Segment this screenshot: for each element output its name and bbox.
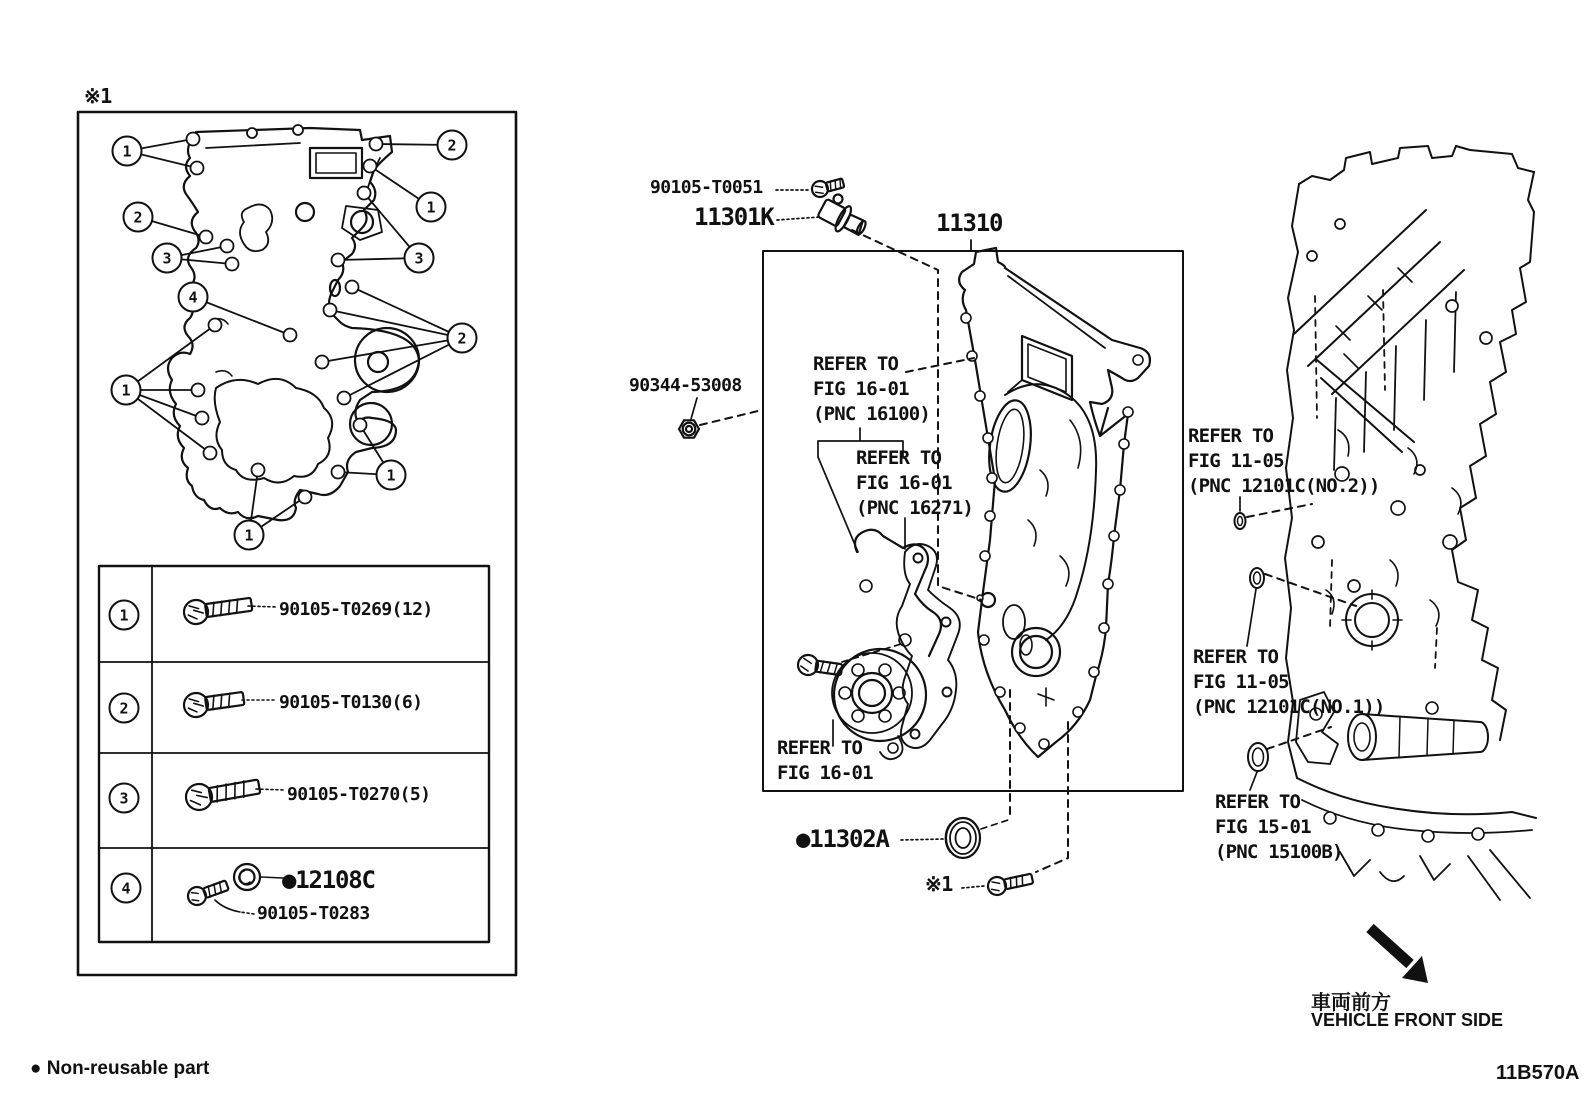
bolt-icon-row3 xyxy=(184,774,261,812)
part-number-t0269: 90105-T0269(12) xyxy=(279,599,433,620)
ref-water-pump-gasket: REFER TO FIG 16-01 (PNC 16271) xyxy=(856,447,974,519)
part-number-t0270: 90105-T0270(5) xyxy=(287,784,431,805)
footnote-marker-bolt: ※1 xyxy=(925,872,953,896)
footer-legend: ● Non-reusable part xyxy=(30,1058,210,1079)
part-number-t0283: 90105-T0283 xyxy=(257,903,370,924)
center-art xyxy=(679,175,1183,897)
callout-11: 1 xyxy=(234,520,265,551)
seal-washer-icon xyxy=(234,864,260,890)
cover-box xyxy=(763,251,1183,791)
callout-7: 4 xyxy=(178,282,209,313)
ref-oring-no2: REFER TO FIG 11-05 (PNC 12101C(NO.2)) xyxy=(1188,425,1380,497)
table-num-2: 2 xyxy=(109,693,140,724)
center-leaders xyxy=(691,190,1068,888)
part-number-11310: 11310 xyxy=(936,209,1003,237)
non-reusable-dot: ● xyxy=(796,825,810,853)
part-number-90344: 90344-53008 xyxy=(629,375,742,396)
part-number-12108c: ●12108C xyxy=(282,866,375,894)
nut-icon xyxy=(679,420,699,437)
callout-10: 1 xyxy=(376,460,407,491)
callout-8: 2 xyxy=(447,323,478,354)
table-num-1: 1 xyxy=(109,600,140,631)
bolt-icon-row4 xyxy=(185,877,230,908)
vehicle-front-jp: 車両前方 xyxy=(1311,990,1391,1014)
oring-oil-pump-icon xyxy=(1248,743,1268,771)
part-number-t0051: 90105-T0051 xyxy=(650,177,763,198)
oring-no1-icon xyxy=(1250,568,1264,588)
table-num-3: 3 xyxy=(109,783,140,814)
oring-no2-icon xyxy=(1235,513,1246,529)
ref-water-pump-assy: REFER TO FIG 16-01 (PNC 16100) xyxy=(813,353,931,425)
figure-code: 11B570A xyxy=(1496,1062,1580,1084)
vehicle-front-arrow xyxy=(1370,928,1428,983)
callout-2: 2 xyxy=(437,130,468,161)
non-reusable-dot: ● xyxy=(30,1058,42,1079)
callout-4: 2 xyxy=(123,202,154,233)
callout-5: 3 xyxy=(152,243,183,274)
bolt-icon-row2 xyxy=(182,686,245,718)
note1-bolt-icon xyxy=(986,870,1034,897)
part-number-11302a: ●11302A xyxy=(796,825,889,853)
callout-1: 1 xyxy=(112,136,143,167)
cylinder-block-drawing xyxy=(1285,146,1536,900)
ref-oring-no1: REFER TO FIG 11-05 (PNC 12101C(NO.1)) xyxy=(1193,646,1385,718)
sensor-icon-11301k xyxy=(816,190,873,242)
non-reusable-dot: ● xyxy=(282,866,296,894)
timing-cover-drawing xyxy=(959,248,1150,757)
oil-seal-icon xyxy=(945,818,980,858)
callout-3: 1 xyxy=(416,192,447,223)
callout-6: 3 xyxy=(404,243,435,274)
water-pump-drawing xyxy=(832,530,941,759)
left-panel-box xyxy=(78,112,516,975)
callout-9: 1 xyxy=(111,375,142,406)
vehicle-front-en: VEHICLE FRONT SIDE xyxy=(1311,1010,1504,1030)
bolt-icon-row1 xyxy=(182,592,253,625)
part-number-11301k: 11301K xyxy=(694,203,774,231)
table-leaders xyxy=(215,606,285,914)
ref-oil-pump: REFER TO FIG 15-01 (PNC 15100B) xyxy=(1215,791,1343,863)
part-number-t0130: 90105-T0130(6) xyxy=(279,692,423,713)
ref-water-pump: REFER TO FIG 16-01 xyxy=(777,737,873,784)
table-num-4: 4 xyxy=(111,873,142,904)
footnote-marker-top: ※1 xyxy=(84,84,112,108)
left-panel-art xyxy=(78,112,516,975)
